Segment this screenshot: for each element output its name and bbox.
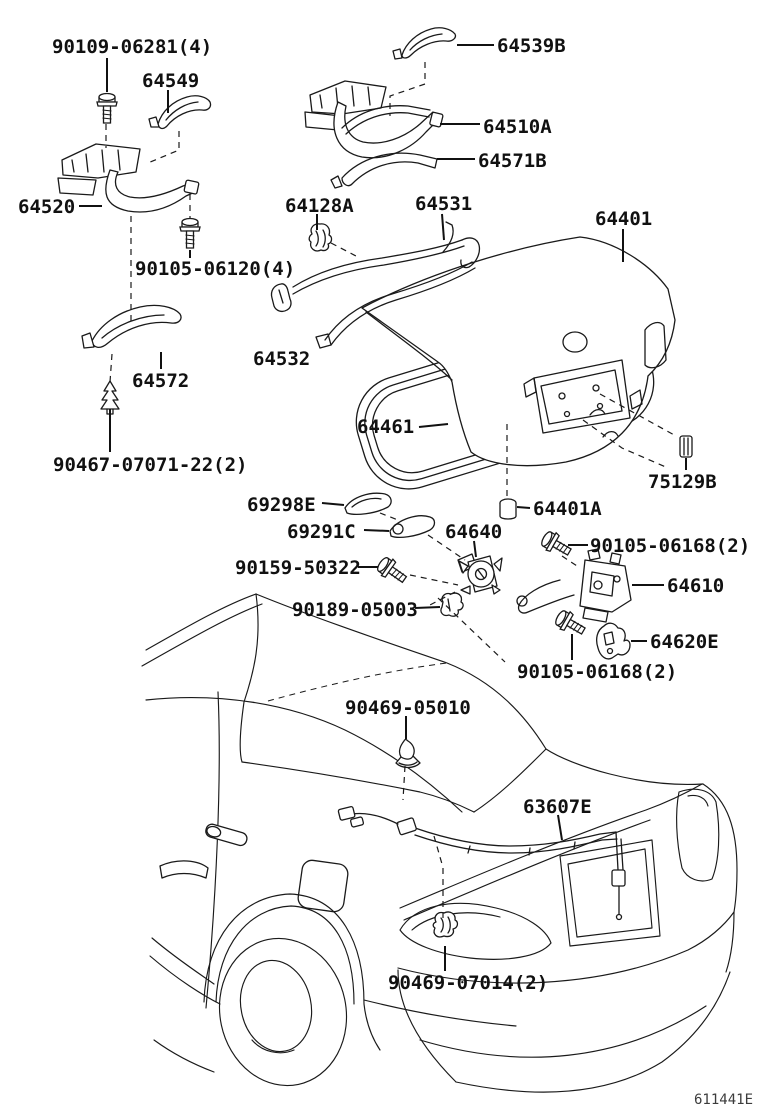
- part-bracket-64549: [149, 96, 211, 129]
- part-bracket-64572: [82, 305, 181, 348]
- fuel-door: [297, 859, 349, 913]
- label-63607e: 63607E: [523, 796, 592, 818]
- label-90469-07014: 90469-07014(2): [388, 972, 549, 994]
- label-90109-06281: 90109-06281(4): [52, 36, 213, 58]
- clip-90189-05003: [441, 593, 463, 616]
- label-90105-06168-a: 90105-06168(2): [590, 535, 751, 557]
- label-69291c: 69291C: [287, 521, 356, 543]
- label-75129b: 75129B: [648, 471, 717, 493]
- part-harness-63607e: [338, 806, 625, 919]
- rear-wheel: [206, 927, 360, 1098]
- cushion-64401a: [500, 499, 516, 519]
- label-64531: 64531: [415, 193, 473, 215]
- part-hinge-left-64520: [58, 144, 199, 212]
- part-torsion-bar-64571b: [331, 153, 437, 188]
- taillight-right: [677, 789, 719, 881]
- label-64510a: 64510A: [483, 116, 552, 138]
- part-latch-64610: [517, 549, 631, 622]
- wedge-69298e: [345, 493, 391, 514]
- clip-64128a: [309, 224, 331, 251]
- part-striker-64620e: [597, 623, 630, 659]
- grommet-90469-07014: [433, 912, 457, 937]
- label-64571b: 64571B: [478, 150, 547, 172]
- label-90469-05010: 90469-05010: [345, 697, 471, 719]
- label-90105-06120: 90105-06120(4): [135, 258, 296, 280]
- cushion-75129b: [680, 436, 692, 457]
- drawing-code: 611441E: [694, 1092, 754, 1108]
- label-64532: 64532: [253, 348, 311, 370]
- license-plate-recess: [568, 849, 652, 937]
- label-90467-07071: 90467-07071-22(2): [53, 454, 248, 476]
- label-64572: 64572: [132, 370, 190, 392]
- wedge-69291c: [390, 516, 435, 538]
- bolt-90109-06281: [97, 94, 117, 124]
- label-64401a: 64401A: [533, 498, 602, 520]
- bolt-90105-06168-b: [553, 608, 589, 640]
- label-64401: 64401: [595, 208, 653, 230]
- part-hook-64532: [271, 284, 291, 312]
- bolt-90105-06120: [180, 219, 200, 249]
- label-90189-05003: 90189-05003: [292, 599, 418, 621]
- label-69298e: 69298E: [247, 494, 316, 516]
- label-64549: 64549: [142, 70, 200, 92]
- label-90159-50322: 90159-50322: [235, 557, 361, 579]
- label-64620e: 64620E: [650, 631, 719, 653]
- screw-90159-50322: [374, 554, 410, 587]
- part-bracket-64539b: [393, 28, 455, 59]
- label-64128a: 64128A: [285, 195, 354, 217]
- label-64461: 64461: [357, 416, 415, 438]
- label-64539b: 64539B: [497, 35, 566, 57]
- label-64640: 64640: [445, 521, 503, 543]
- door-handle: [204, 823, 248, 847]
- part-hinge-right: [305, 81, 443, 158]
- label-90105-06168-b: 90105-06168(2): [517, 661, 678, 683]
- label-64610: 64610: [667, 575, 725, 597]
- clip-90469-05010: [396, 740, 420, 768]
- label-64520: 64520: [18, 196, 76, 218]
